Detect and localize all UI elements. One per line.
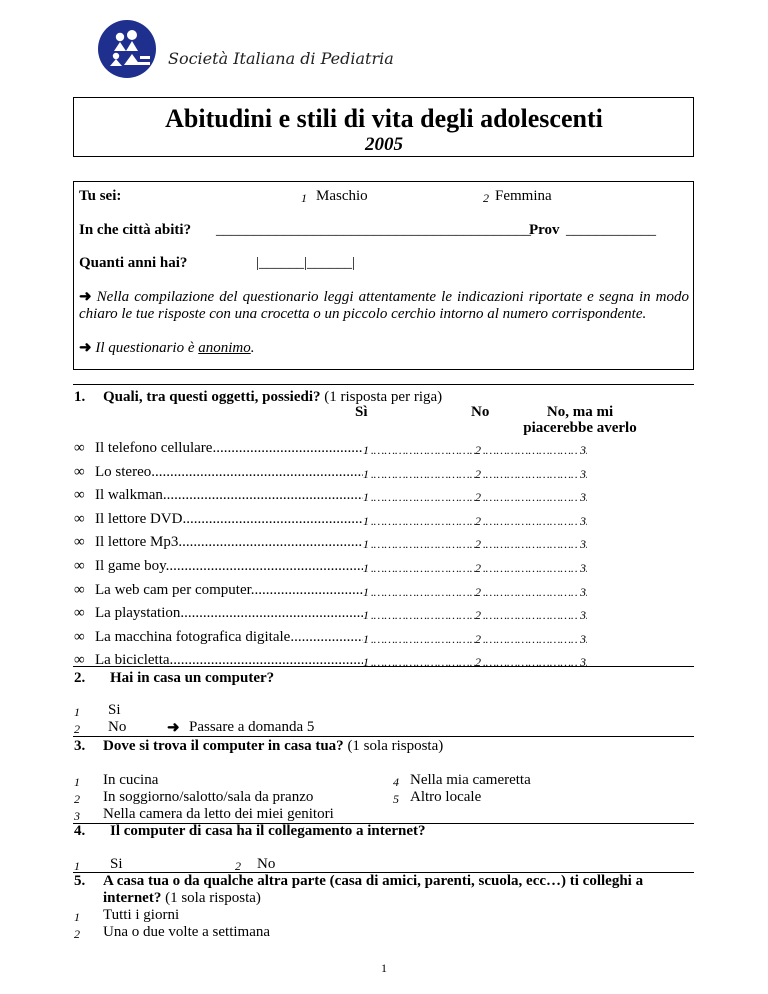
q1-item-label: La web cam per computer .....	[95, 582, 363, 599]
q1-code-no[interactable]: 2	[475, 608, 481, 622]
q2-option-si[interactable]: Si	[108, 702, 121, 718]
q2-number: 2.	[74, 670, 86, 686]
q1-code-no[interactable]: 2	[475, 514, 481, 528]
city-field[interactable]: __________________________________________	[216, 222, 531, 238]
q1-dot-leader	[475, 467, 587, 482]
q1-code-no[interactable]: 2	[475, 632, 481, 646]
bullet-icon: ∞	[74, 511, 85, 527]
arrow-icon: ➜	[167, 720, 180, 736]
q1-code-yes[interactable]: 1	[363, 632, 369, 646]
q1-code-wish[interactable]: 3	[580, 514, 586, 528]
q1-code-yes[interactable]: 1	[363, 608, 369, 622]
society-name: Società Italiana di Pediatria	[168, 49, 394, 68]
q1-code-yes[interactable]: 1	[363, 585, 369, 599]
q1-dot-leader	[363, 585, 475, 600]
q1-code-wish[interactable]: 3	[580, 585, 586, 599]
q1-code-no[interactable]: 2	[475, 537, 481, 551]
q2-code-1[interactable]: 1	[74, 705, 80, 719]
q1-item-label: Il walkman .....	[95, 487, 363, 504]
divider	[73, 384, 694, 385]
page-number: 1	[381, 961, 387, 975]
q1-dot-leader	[363, 561, 475, 576]
q3-code-2[interactable]: 2	[74, 792, 80, 806]
city-label: In che città abiti?	[79, 222, 192, 238]
q4-question: Il computer di casa ha il collegamento a internet?	[110, 823, 426, 839]
q1-dot-leader	[475, 537, 587, 552]
q3-code-4[interactable]: 4	[393, 775, 399, 789]
q1-code-wish[interactable]: 3	[580, 632, 586, 646]
q4-number: 4.	[74, 823, 86, 839]
q1-code-yes[interactable]: 1	[363, 537, 369, 551]
q1-col-no: No	[471, 404, 490, 420]
q3-question: Dove si trova il computer in casa tua? (1 sola risposta)	[103, 738, 444, 754]
q2-question: Hai in casa un computer?	[110, 670, 275, 686]
page-year: 2005	[365, 134, 403, 155]
q4-code-1[interactable]: 1	[74, 859, 80, 873]
q5-option-settimana[interactable]: Una o due volte a settimana	[103, 924, 271, 940]
q1-item-label: La playstation .....	[95, 605, 363, 622]
q1-item-label: Il telefono cellulare .....	[95, 440, 363, 457]
q1-dot-leader	[363, 537, 475, 552]
sex-code-2[interactable]: 2	[483, 191, 489, 205]
sex-option-female[interactable]: Femmina	[495, 188, 552, 204]
q1-dot-leader	[475, 632, 587, 647]
q5-option-tutti-giorni[interactable]: Tutti i giorni	[103, 907, 180, 923]
age-label: Quanti anni hai?	[79, 255, 188, 271]
q1-dot-leader	[363, 632, 475, 647]
q1-item-label: Il game boy .....	[95, 558, 363, 575]
arrow-icon: ➜	[79, 289, 92, 305]
q3-option-camera-genitori[interactable]: Nella camera da letto dei miei genitori	[103, 806, 334, 822]
q3-option-altro[interactable]: Altro locale	[410, 789, 482, 805]
q1-dot-leader	[363, 655, 475, 670]
q1-code-wish[interactable]: 3	[580, 490, 586, 504]
q1-item-label: La macchina fotografica digitale .....	[95, 629, 363, 646]
q1-code-no[interactable]: 2	[475, 561, 481, 575]
q1-dot-leader	[475, 655, 587, 670]
q1-question: Quali, tra questi oggetti, possiedi? (1 risposta per riga)	[103, 389, 443, 405]
anonymous-word: anonimo	[198, 340, 251, 356]
q1-code-wish[interactable]: 3	[580, 467, 586, 481]
q5-question-line1: A casa tua o da qualche altra parte (casa di amici, parenti, scuola, ecc…) ti colleghi a	[103, 873, 644, 889]
age-field[interactable]: |______|______|	[256, 255, 356, 271]
page-title: Abitudini e stili di vita degli adolescenti	[165, 104, 603, 133]
q1-code-wish[interactable]: 3	[580, 561, 586, 575]
prov-field[interactable]: ____________	[566, 222, 656, 238]
anonymous-note: ➜ Il questionario è anonimo.	[79, 340, 255, 356]
arrow-icon: ➜	[79, 340, 92, 356]
q1-col-wish-1: No, ma mi	[546, 404, 614, 420]
q1-dot-leader	[363, 443, 475, 458]
q1-item-label: Il lettore DVD .....	[95, 511, 363, 528]
q1-code-wish[interactable]: 3	[580, 443, 586, 457]
bullet-icon: ∞	[74, 534, 85, 550]
q1-dot-leader	[363, 490, 475, 505]
q1-col-yes: Sì	[355, 404, 368, 420]
bullet-icon: ∞	[74, 487, 85, 503]
q1-col-wish-2: piacerebbe averlo	[523, 420, 637, 436]
q3-option-soggiorno[interactable]: In soggiorno/salotto/sala da pranzo	[103, 789, 314, 805]
q3-code-5[interactable]: 5	[393, 792, 399, 806]
bullet-icon: ∞	[74, 440, 85, 456]
q4-code-2[interactable]: 2	[235, 859, 241, 873]
q5-code-2[interactable]: 2	[74, 927, 80, 941]
instruction-text: Nella compilazione del questionario leggi attentamente le indicazioni riportate e segna in modo chiaro le tue risposte con una crocetta o un piccolo cerchio intorno al numero corrispondente.	[79, 289, 690, 322]
q1-dot-leader	[475, 608, 587, 623]
q1-dot-leader	[475, 490, 587, 505]
q1-dot-leader	[475, 514, 587, 529]
q1-item-label: La bicicletta .....	[95, 652, 363, 669]
q3-code-1[interactable]: 1	[74, 775, 80, 789]
q4-option-si[interactable]: Si	[110, 856, 123, 872]
q1-code-no[interactable]: 2	[475, 467, 481, 481]
q3-number: 3.	[74, 738, 86, 754]
q1-code-no[interactable]: 2	[475, 443, 481, 457]
q3-option-cameretta[interactable]: Nella mia cameretta	[410, 772, 531, 788]
q1-code-yes[interactable]: 1	[363, 467, 369, 481]
divider	[73, 736, 694, 737]
q5-code-1[interactable]: 1	[74, 910, 80, 924]
q1-code-no[interactable]: 2	[475, 490, 481, 504]
q1-dot-leader	[475, 443, 587, 458]
q4-option-no[interactable]: No	[257, 856, 276, 872]
sip-logo	[98, 20, 156, 78]
bullet-icon: ∞	[74, 652, 85, 668]
sex-code-1[interactable]: 1	[301, 191, 307, 205]
q3-option-cucina[interactable]: In cucina	[103, 772, 159, 788]
q1-item-label: Il lettore Mp3 .....	[95, 534, 363, 551]
sex-label: Tu sei:	[79, 188, 122, 204]
q3-code-3[interactable]: 3	[74, 809, 80, 823]
q2-option-no[interactable]: No	[108, 719, 127, 735]
q1-code-yes[interactable]: 1	[363, 655, 369, 669]
q1-dot-leader	[363, 514, 475, 529]
q1-code-yes[interactable]: 1	[363, 514, 369, 528]
bullet-icon: ∞	[74, 629, 85, 645]
sex-option-male[interactable]: Maschio	[316, 188, 368, 204]
q5-number: 5.	[74, 873, 86, 889]
divider	[73, 666, 694, 667]
q1-code-yes[interactable]: 1	[363, 490, 369, 504]
q5-question-line2: internet? (1 sola risposta)	[103, 890, 261, 906]
bullet-icon: ∞	[74, 605, 85, 621]
q1-dot-leader	[475, 561, 587, 576]
q1-code-yes[interactable]: 1	[363, 443, 369, 457]
q1-number: 1.	[74, 389, 86, 405]
bullet-icon: ∞	[74, 464, 85, 480]
q1-dot-leader	[475, 585, 587, 600]
bullet-icon: ∞	[74, 582, 85, 598]
q1-code-wish[interactable]: 3	[580, 655, 586, 669]
q1-code-no[interactable]: 2	[475, 585, 481, 599]
q2-skip-note: Passare a domanda 5	[189, 719, 315, 735]
q1-dot-leader	[363, 467, 475, 482]
q1-code-wish[interactable]: 3	[580, 608, 586, 622]
q1-code-yes[interactable]: 1	[363, 561, 369, 575]
prov-label: Prov	[529, 222, 560, 238]
q1-item-label: Lo stereo .....	[95, 464, 363, 481]
instruction-note	[79, 289, 689, 323]
bullet-icon: ∞	[74, 558, 85, 574]
q1-code-no[interactable]: 2	[475, 655, 481, 669]
q1-code-wish[interactable]: 3	[580, 537, 586, 551]
q1-dot-leader	[363, 608, 475, 623]
q2-code-2[interactable]: 2	[74, 722, 80, 736]
